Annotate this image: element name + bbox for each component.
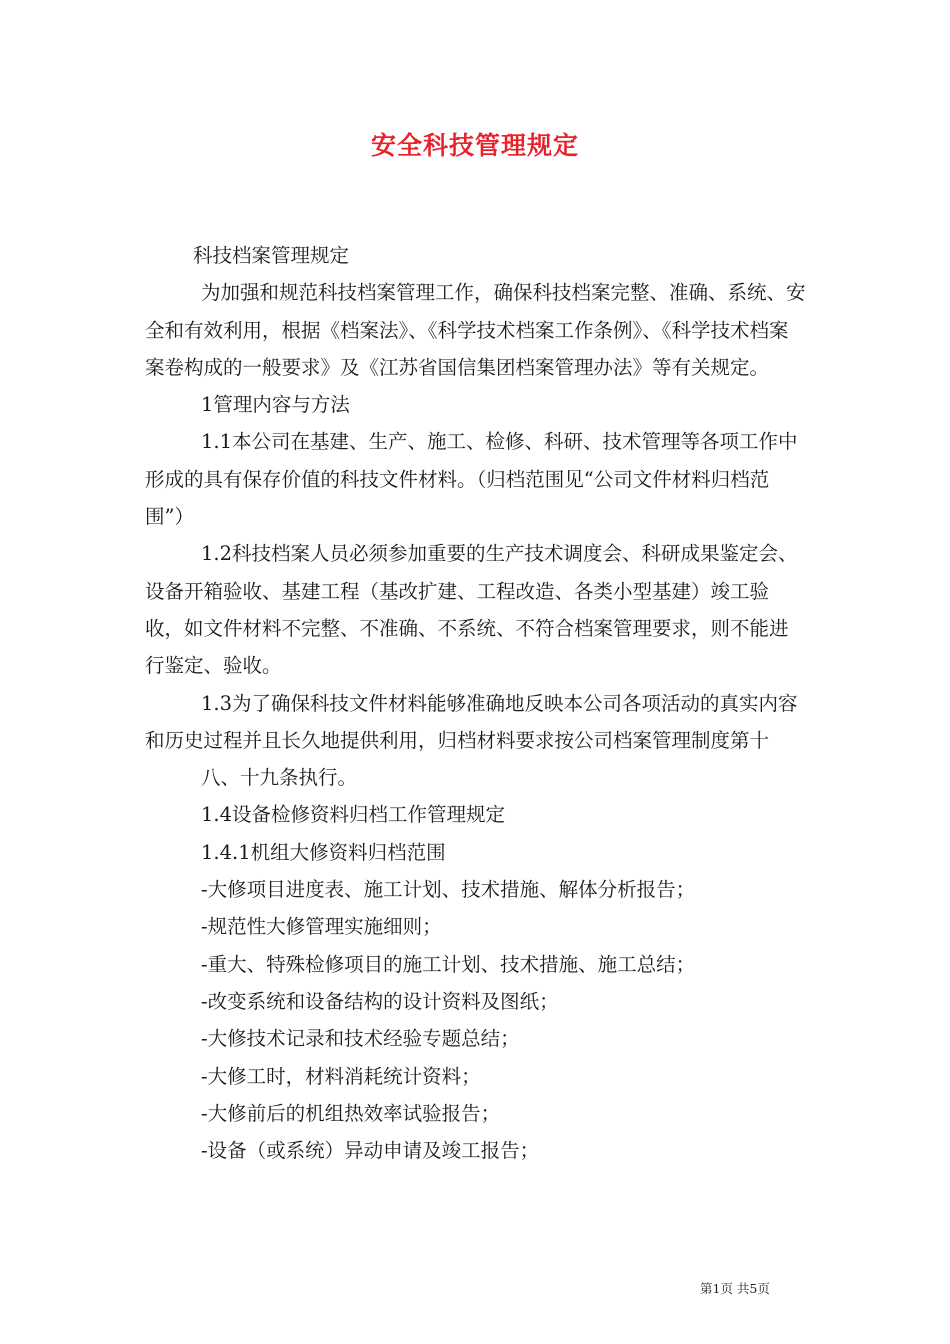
list-item: -设备（或系统）异动申请及竣工报告； — [201, 1139, 540, 1163]
section-heading: 科技档案管理规定 — [193, 244, 350, 267]
page-number-footer: 第1页 共5页 — [700, 1281, 770, 1296]
list-item: -大修工时，材料消耗统计资料； — [201, 1064, 481, 1088]
clause-1-2: 1.2科技档案人员必须参加重要的生产技术调度会、科研成果鉴定会、设备开箱验收、基建工程（基改扩建、工程改造、各类小型基建）竣工验收，如文件材料不完整、不准确、不系统、不符合档案管理要求，则不能进行鉴定、验收。 — [145, 542, 798, 678]
clause-1-3-continued: 八、十九条执行。 — [201, 766, 358, 790]
clause-1-3: 1.3为了确保科技文件材料能够准确地反映本公司各项活动的真实内容和历史过程并且长久地提供利用，归档材料要求按公司档案管理制度第十 — [145, 691, 798, 752]
document-title: 安全科技管理规定 — [370, 131, 579, 160]
clause-1-1: 1.1本公司在基建、生产、施工、检修、科研、技术管理等各项工作中形成的具有保存价值的科技文件材料。（归档范围见“公司文件材料归档范围”） — [145, 430, 798, 529]
list-item: -重大、特殊检修项目的施工计划、技术措施、施工总结； — [201, 952, 696, 976]
list-item: -大修技术记录和技术经验专题总结； — [201, 1027, 520, 1051]
document-body — [145, 237, 807, 1169]
clause-1-4: 1.4设备检修资料归档工作管理规定 — [201, 803, 506, 827]
list-item: -规范性大修管理实施细则； — [201, 915, 442, 939]
list-item: -大修项目进度表、施工计划、技术措施、解体分析报告； — [201, 878, 696, 902]
list-item: -大修前后的机组热效率试验报告； — [201, 1101, 501, 1125]
section-heading-1: 1管理内容与方法 — [201, 393, 350, 417]
list-item: -改变系统和设备结构的设计资料及图纸； — [201, 989, 559, 1013]
clause-1-4-1: 1.4.1机组大修资料归档范围 — [201, 840, 446, 864]
intro-paragraph: 为加强和规范科技档案管理工作，确保科技档案完整、准确、系统、安全和有效利用，根据《档案法》、《科学技术档案工作条例》、《科学技术档案案卷构成的一般要求》及《江苏省国信集团档案管理办法》等有关规定。 — [145, 281, 806, 379]
